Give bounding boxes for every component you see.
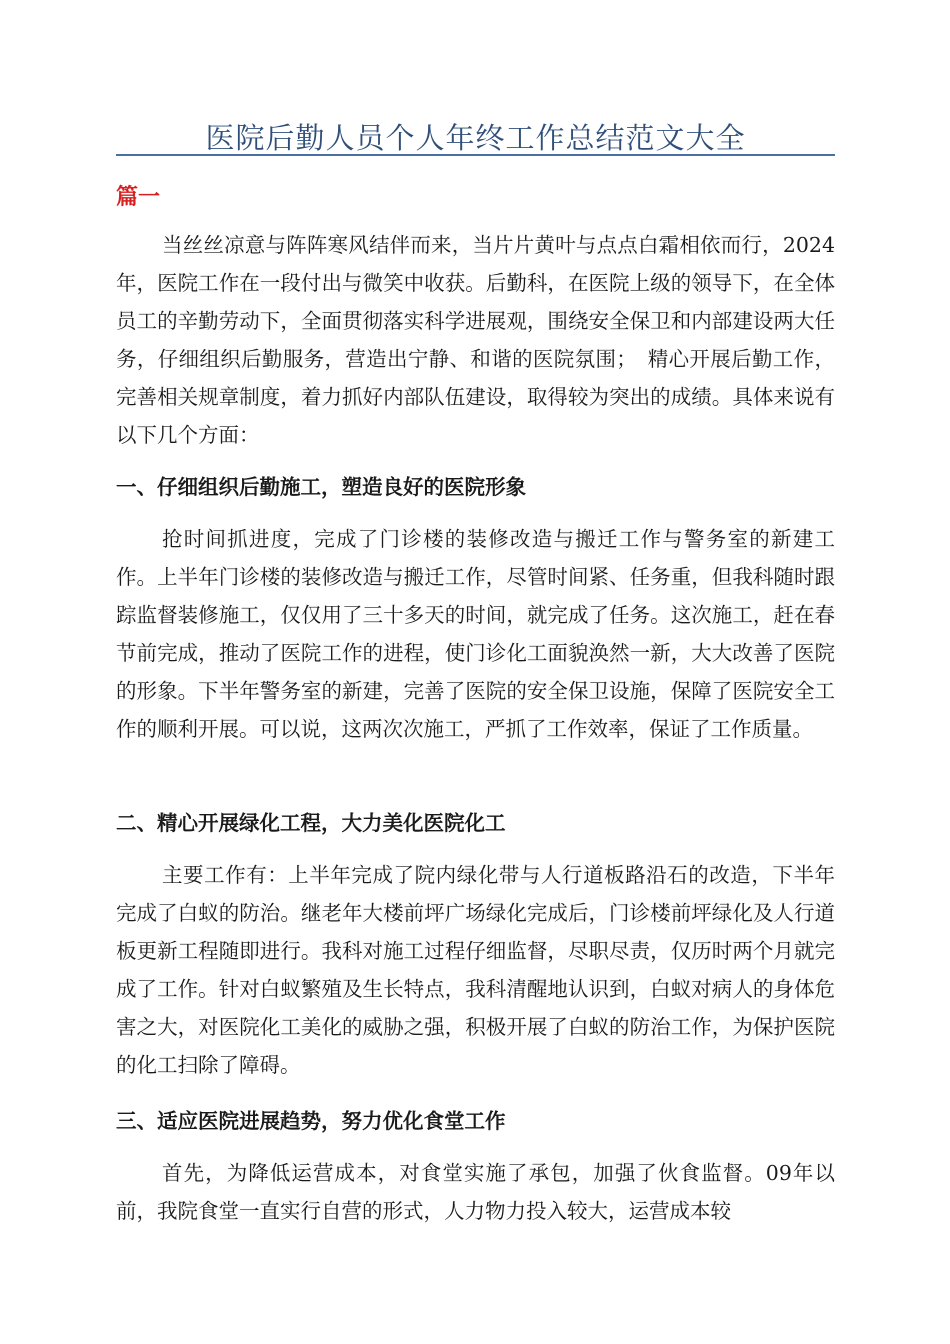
section-1-heading: 一、仔细组织后勤施工，塑造良好的医院形象 [116,475,526,499]
section-3-heading: 三、适应医院进展趋势，努力优化食堂工作 [116,1109,506,1133]
section-3-body: 首先，为降低运营成本，对食堂实施了承包，加强了伙食监督。09年以前，我院食堂一直实行自营的形式，人力物力投入较大，运营成本较 [116,1161,835,1223]
title-underline [116,154,835,156]
part-label: 篇一 [116,184,161,210]
document-title: 医院后勤人员个人年终工作总结范文大全 [205,121,746,155]
intro-paragraph: 当丝丝凉意与阵阵寒风结伴而来，当片片黄叶与点点白霜相依而行，2024年，医院工作在一段付出与微笑中收获。后勤科，在医院上级的领导下，在全体员工的辛勤劳动下，全面贯彻落实科学进展观，围绕安全保卫和内部建设两大任务，仔细组织后勤服务，营造出宁静、和谐的医院氛围； 精心开展后勤工作，完善相关规章制度，着力抓好内部队伍建设，取得较为突出的成绩。具体来说有以下几个方面： [116,233,835,447]
section-2-heading: 二、精心开展绿化工程，大力美化医院化工 [116,811,506,835]
section-2-body: 主要工作有：上半年完成了院内绿化带与人行道板路沿石的改造，下半年完成了白蚁的防治。继老年大楼前坪广场绿化完成后，门诊楼前坪绿化及人行道板更新工程随即进行。我科对施工过程仔细监督，尽职尽责，仅历时两个月就完成了工作。针对白蚁繁殖及生长特点，我科清醒地认识到，白蚁对病人的身体危害之大，对医院化工美化的威胁之强，积极开展了白蚁的防治工作，为保护医院的化工扫除了障碍。 [116,863,835,1077]
section-1-body: 抢时间抓进度，完成了门诊楼的装修改造与搬迁工作与警务室的新建工作。上半年门诊楼的装修改造与搬迁工作，尽管时间紧、任务重，但我科随时跟踪监督装修施工，仅仅用了三十多天的时间，就完成了任务。这次施工，赶在春节前完成，推动了医院工作的进程，使门诊化工面貌涣然一新，大大改善了医院的形象。下半年警务室的新建，完善了医院的安全保卫设施，保障了医院安全工作的顺利开展。可以说，这两次次施工，严抓了工作效率，保证了工作质量。 [116,527,835,741]
